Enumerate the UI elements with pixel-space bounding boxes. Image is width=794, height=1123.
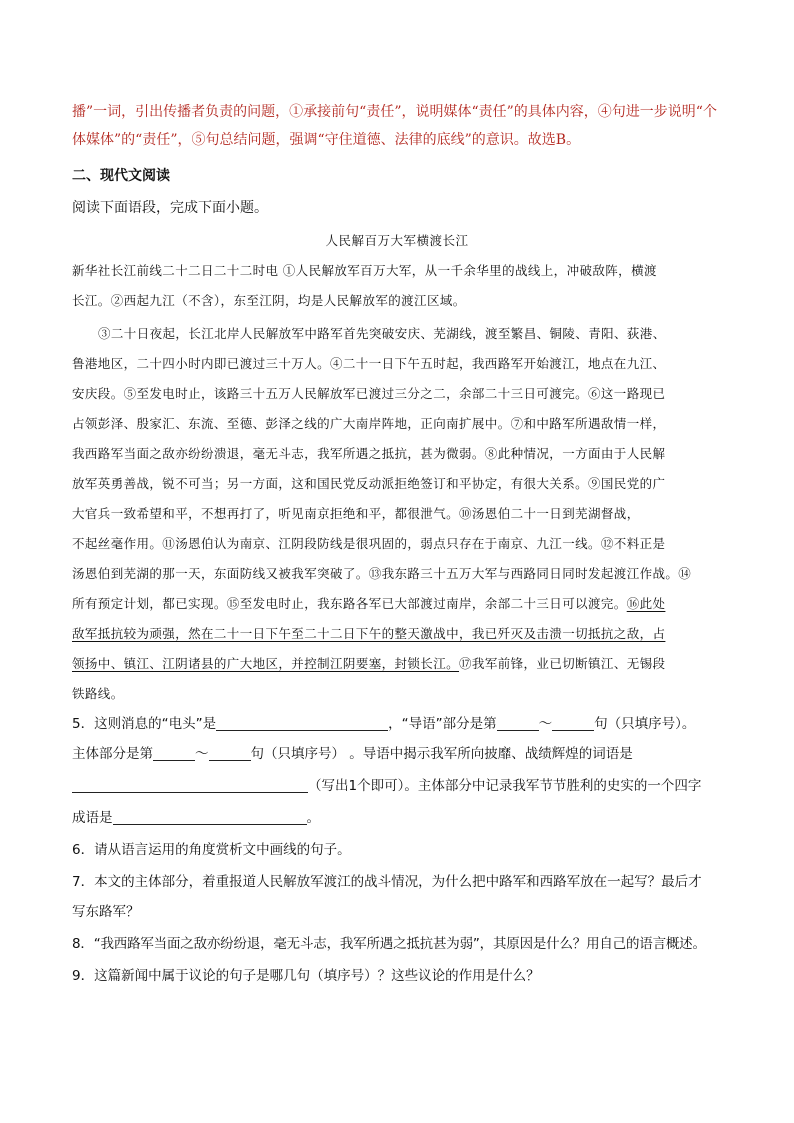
question-5 — [72, 714, 695, 734]
question-text: （写出1个即可）。主体部分中记录我军节节胜利的史实的一个四字 — [308, 778, 702, 794]
question-text: 5．这则消息的“电头”是 — [72, 716, 217, 732]
answer-blank[interactable] — [209, 744, 251, 761]
article-line: 不起丝毫作用。⑪汤恩伯认为南京、江阴段防线是很巩固的，弱点只存在于南京、九江一线。⑫不料正是 — [72, 536, 666, 551]
question-text: ～ — [538, 716, 553, 732]
question-text: 主体部分是第 — [72, 746, 153, 762]
question-8: 8．“我西路军当面之敌亦纷纷退，毫无斗志，我军所遇之抵抗甚为弱”，其原因是什么？用自己的语言概述。 — [72, 936, 706, 952]
answer-blank[interactable] — [113, 808, 307, 825]
answer-blank[interactable] — [216, 714, 388, 731]
question-6: 6．请从语言运用的角度赏析文中画线的句子。 — [72, 842, 351, 858]
answer-blank[interactable] — [72, 776, 308, 793]
reading-instruction: 阅读下面语段，完成下面小题。 — [72, 200, 268, 216]
question-7-cont: 写东路军？ — [72, 904, 140, 920]
article-line: 占领彭泽、殷家汇、东流、至德、彭泽之线的广大南岸阵地，正向南扩展中。⑦和中路军所遇敌情一样， — [72, 416, 666, 431]
article-line: 新华社长江前线二十二日二十二时电 ①人民解放军百万大军，从一千余华里的战线上，冲破敌阵，横渡 — [72, 263, 657, 278]
article-line: 安庆段。⑤至发电时止，该路三十五万人民解放军已渡过三分之二，余部二十三日可渡完。⑥这一路现已 — [72, 386, 666, 401]
article-line: 汤恩伯到芜湖的那一天，东面防线又被我军突破了。⑬我东路三十五万大军与西路同日同时发起渡江作战。⑭ — [72, 566, 692, 581]
underlined-sentence: 领扬中、镇江、江阴诸县的广大地区，并控制江阴要塞，封锁长江。 — [72, 656, 460, 671]
underlined-sentence: 敌军抵抗较为顽强，然在二十一日下午至二十二日下午的整天激战中，我已歼灭及击溃一切抵抗之敌，占 — [72, 626, 666, 641]
article-line: 长江。②西起九江（不含），东至江阴，均是人民解放军的渡江区域。 — [72, 293, 466, 308]
question-text: ～ — [195, 746, 209, 762]
question-9: 9．这篇新闻中属于议论的句子是哪几句（填序号）？这些议论的作用是什么？ — [72, 968, 540, 984]
answer-blank[interactable] — [497, 714, 539, 731]
answer-line: 体媒体”的“责任”，⑤句总结问题，强调“守住道德、法律的底线”的意识。故选B。 — [72, 132, 581, 148]
question-text: ，“导语”部分是第 — [388, 716, 497, 732]
question-5-cont — [72, 776, 701, 796]
article-line: 放军英勇善战，锐不可当；另一方面，这和国民党反动派拒绝签订和平协定，有很大关系。⑨国民党的广 — [72, 476, 666, 491]
question-text: 句（只填序号）。 — [594, 716, 696, 732]
article-line: 大官兵一致希望和平，不想再打了，听见南京拒绝和平，都很泄气。⑩汤恩伯二十一日到芜湖督战， — [72, 506, 640, 521]
answer-explanation — [72, 98, 732, 154]
article-line — [72, 654, 665, 674]
answer-blank[interactable] — [153, 744, 195, 761]
question-5-cont — [72, 808, 320, 828]
article-text: ⑰我军前锋，业已切断镇江、无锡段 — [459, 656, 666, 671]
question-text: 句（只填序号） 。导语中揭示我军所向披靡、战绩辉煌的词语是 — [250, 746, 633, 762]
answer-line: 播”一词，引出传播者负责的问题，①承接前句“责任”，说明媒体“责任”的具体内容，④句进一步说明“个 — [72, 104, 717, 120]
answer-blank[interactable] — [552, 714, 594, 731]
section-heading: 二、现代文阅读 — [72, 168, 170, 184]
article-title: 人民解百万大军横渡长江 — [325, 233, 469, 248]
article-line: 铁路线。 — [72, 686, 124, 701]
article-line: 鲁港地区，二十四小时内即已渡过三十万人。④二十一日下午五时起，我西路军开始渡江，地点在九江、 — [72, 356, 666, 371]
question-7: 7．本文的主体部分，着重报道人民解放军渡江的战斗情况，为什么把中路军和西路军放在一起写？最后才 — [72, 874, 702, 890]
question-5-cont — [72, 744, 633, 764]
article-line: 我西路军当面之敌亦纷纷溃退，毫无斗志，我军所遇之抵抗，甚为微弱。⑧此种情况，一方面由于人民解 — [72, 446, 666, 461]
article-line — [72, 594, 665, 614]
question-text: 成语是 — [72, 810, 113, 826]
article-text: 所有预定计划，都已实现。⑮至发电时止，我东路各军已大部渡过南岸，余部二十三日可以渡完。 — [72, 596, 627, 611]
underlined-text: ⑯此处 — [626, 596, 666, 611]
article-line: ③二十日夜起，长江北岸人民解放军中路军首先突破安庆、芜湖线，渡至繁昌、铜陵、青阳、荻港、 — [98, 326, 666, 341]
question-text: 。 — [306, 810, 320, 826]
